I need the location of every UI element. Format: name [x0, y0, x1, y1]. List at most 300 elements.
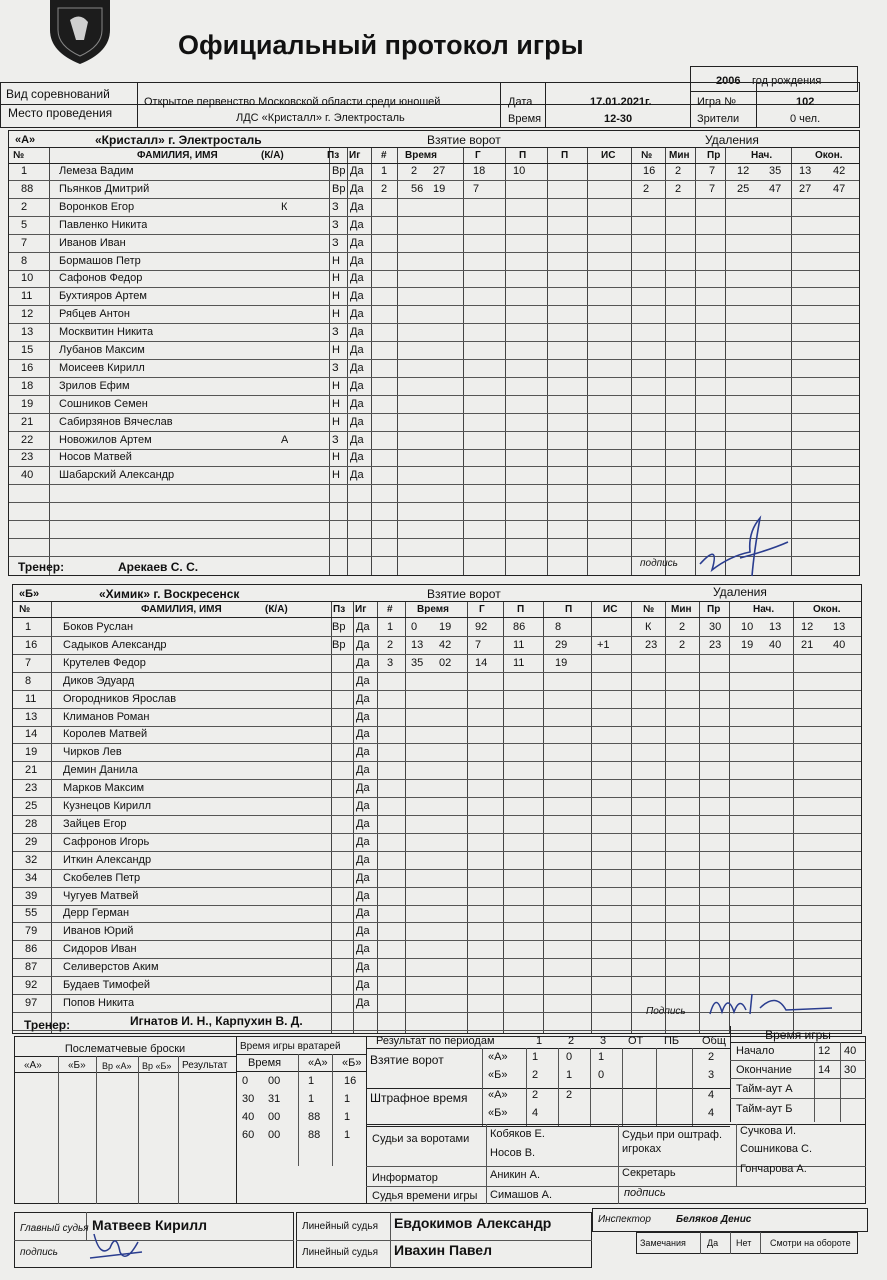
player-position: Н — [332, 397, 340, 410]
player-name: Боков Руслан — [63, 621, 134, 633]
player-position: Н — [332, 254, 340, 267]
date-value: 17.01.2021г. — [590, 96, 652, 108]
goal-assist-1: 86 — [513, 621, 526, 633]
goal-assist-2: 8 — [555, 621, 562, 633]
period-score: 1 — [566, 1069, 573, 1081]
player-name: Носов Матвей — [59, 451, 132, 464]
team-b-table — [12, 584, 862, 1034]
table-row — [9, 396, 859, 414]
col-header-no: № — [13, 150, 25, 161]
player-number: 29 — [25, 835, 38, 848]
player-name: Зрилов Ефим — [59, 379, 130, 392]
player-number: 5 — [21, 218, 28, 231]
team-b-penalties-title: Удаления — [713, 585, 767, 599]
table-row — [9, 449, 859, 467]
period-score: 2 — [532, 1069, 539, 1081]
goalie-time-a: 1 — [308, 1075, 315, 1087]
penalty-start-sec: 40 — [769, 638, 782, 651]
goalie-time-a: 88 — [308, 1111, 321, 1123]
player-played: Да — [350, 254, 364, 267]
player-number: 10 — [21, 272, 34, 285]
player-number: 79 — [25, 925, 38, 938]
head-referee-label: Главный судья — [20, 1223, 89, 1234]
venue-label: Место проведения — [8, 106, 113, 120]
table-row — [13, 941, 861, 959]
line-referee-2-label: Линейный судья — [302, 1247, 379, 1258]
head-referee-signature — [86, 1228, 146, 1268]
penalty-minutes: 2 — [675, 182, 682, 195]
team-a-coach: Арекаев С. С. — [118, 560, 199, 574]
player-position: Вр — [332, 621, 346, 633]
player-number: 25 — [25, 800, 38, 812]
see-back-label: Смотри на обороте — [770, 1238, 851, 1248]
period-team-tag: «Б» — [488, 1069, 508, 1081]
page-title: Официальный протокол игры — [178, 30, 584, 60]
player-played: Да — [356, 782, 370, 795]
penalty-player: 2 — [643, 182, 650, 195]
remarks-yes[interactable]: Да — [707, 1238, 719, 1248]
player-played: Да — [350, 379, 364, 392]
player-number: 11 — [21, 290, 33, 303]
player-number: 23 — [25, 782, 38, 795]
head-referee-sign-label: подпись — [20, 1247, 58, 1258]
remarks-no[interactable]: Нет — [736, 1238, 752, 1248]
goals-label: Взятие ворот — [370, 1053, 444, 1067]
table-row — [13, 888, 861, 906]
player-number: 7 — [21, 236, 28, 249]
game-end-hour: 14 — [818, 1064, 831, 1076]
penalty-end-min: 12 — [801, 621, 814, 633]
team-b-sign-label: Подпись — [646, 1006, 686, 1017]
player-number: 21 — [25, 764, 38, 777]
player-number: 1 — [21, 165, 28, 177]
player-position: З — [332, 218, 339, 231]
player-played: Да — [350, 165, 364, 177]
table-row — [13, 655, 861, 673]
player-played: Да — [356, 746, 370, 759]
player-number: 28 — [25, 817, 38, 830]
penalty-player: К — [645, 621, 652, 633]
game-no-value: 102 — [796, 96, 815, 108]
goal-scorer: 92 — [475, 621, 488, 633]
player-name: Иванов Юрий — [63, 925, 134, 938]
goalie-time-s: 00 — [268, 1111, 281, 1123]
judges-table — [366, 1124, 866, 1204]
player-name: Сафронов Игорь — [63, 835, 150, 848]
player-played: Да — [350, 361, 364, 374]
player-played: Да — [350, 200, 364, 213]
table-row — [9, 181, 859, 199]
team-b-goals-title: Взятие ворот — [427, 587, 501, 601]
table-row — [9, 360, 859, 378]
player-name: Садыков Александр — [63, 638, 167, 651]
team-a-coach-label: Тренер: — [18, 560, 65, 574]
shootout-table — [14, 1036, 236, 1204]
team-a-goals-title: Взятие ворот — [427, 133, 501, 147]
inspector-label: Инспектор — [598, 1214, 651, 1225]
table-row — [9, 306, 859, 324]
col-header-p: П — [561, 150, 569, 161]
goal-minute: 56 — [411, 182, 424, 195]
goalie-time-b: 1 — [344, 1129, 351, 1141]
shootout-title: Послематчевые броски — [64, 1043, 186, 1055]
player-number: 23 — [21, 451, 34, 464]
player-number: 8 — [25, 674, 32, 687]
shootout-col-gk-b: Вр «Б» — [142, 1061, 172, 1071]
table-row — [9, 217, 859, 235]
birth-year-label: год рождения — [752, 75, 822, 87]
player-played: Да — [356, 817, 370, 830]
informer-label: Информатор — [372, 1172, 438, 1184]
team-b-name: «Химик» г. Воскресенск — [99, 587, 240, 601]
player-name: Попов Никита — [63, 996, 135, 1009]
player-played: Да — [350, 433, 364, 446]
col-header-time: Время — [417, 604, 449, 615]
player-position: Н — [332, 379, 340, 392]
venue-value: ЛДС «Кристалл» г. Электросталь — [236, 112, 405, 124]
secretary-value: Гончарова А. — [740, 1163, 807, 1175]
time-value: 12-30 — [604, 113, 633, 125]
penalty-start-sec: 13 — [769, 621, 782, 633]
player-position: З — [332, 433, 339, 446]
player-played: Да — [350, 469, 364, 482]
player-number: 87 — [25, 961, 38, 974]
player-played: Да — [356, 764, 370, 777]
player-name: Новожилов Артем — [59, 433, 152, 446]
table-row — [9, 253, 859, 271]
goalie-time-m: 40 — [242, 1111, 255, 1123]
player-number: 14 — [25, 728, 38, 741]
shootout-col-a: «А» — [24, 1060, 42, 1071]
player-role: А — [281, 433, 289, 446]
player-played: Да — [356, 907, 370, 920]
goal-scorer: 14 — [475, 656, 488, 669]
period-total: 2 — [708, 1051, 715, 1063]
goalie-time-m: 0 — [242, 1075, 249, 1087]
game-start-hour: 12 — [818, 1045, 831, 1057]
player-played: Да — [356, 871, 370, 884]
game-start-label: Начало — [736, 1045, 775, 1057]
periods-table — [366, 1036, 730, 1126]
penalty-end-sec: 40 — [833, 638, 846, 651]
head-referee-name: Матвеев Кирилл — [92, 1217, 208, 1233]
col-header-name: ФАМИЛИЯ, ИМЯ — [137, 150, 218, 161]
goal-scorer: 7 — [475, 638, 482, 651]
period-total: 4 — [708, 1089, 715, 1101]
table-row — [9, 163, 859, 181]
player-position: Вр — [332, 182, 346, 195]
table-row — [9, 235, 859, 253]
pim-label: Штрафное время — [370, 1091, 468, 1105]
player-number: 32 — [25, 853, 38, 866]
goal-minute: 35 — [411, 656, 424, 669]
player-number: 40 — [21, 469, 34, 482]
period-score: 2 — [532, 1089, 539, 1101]
player-name: Чирков Лев — [63, 746, 122, 759]
goal-strength: +1 — [597, 638, 610, 651]
table-row — [9, 342, 859, 360]
table-row — [13, 762, 861, 780]
table-row — [13, 726, 861, 744]
goal-second: 19 — [433, 182, 446, 195]
goalie-col-a: «А» — [308, 1057, 328, 1069]
player-played: Да — [356, 692, 370, 705]
player-played: Да — [356, 621, 370, 633]
penalty-box-label: Судьи при оштраф. игроках — [622, 1129, 723, 1155]
period-total: 4 — [708, 1107, 715, 1119]
goal-number: 3 — [387, 656, 394, 669]
player-number: 18 — [21, 379, 34, 392]
player-number: 16 — [21, 361, 34, 374]
table-row — [13, 744, 861, 762]
line-referee-1-name: Евдокимов Александр — [394, 1215, 552, 1231]
timeout-a-label: Тайм-аут А — [736, 1083, 793, 1095]
penalty-reason: 30 — [709, 621, 722, 633]
goal-second: 19 — [439, 621, 452, 633]
col-header-pr: Пр — [707, 150, 721, 161]
player-number: 13 — [21, 326, 34, 339]
player-name: Сабирзянов Вячеслав — [59, 415, 173, 428]
player-position: Н — [332, 469, 340, 482]
player-position: З — [332, 200, 339, 213]
player-name: Иткин Александр — [63, 853, 152, 866]
table-row — [13, 780, 861, 798]
col-header-is: ИС — [603, 604, 618, 615]
col-header-pz: Пз — [327, 150, 340, 161]
player-position: Н — [332, 290, 340, 303]
player-name: Пьянков Дмитрий — [59, 182, 150, 195]
date-label: Дата — [508, 96, 533, 108]
col-header-end: Окон. — [815, 150, 843, 161]
spectators-label: Зрители — [697, 113, 740, 125]
player-role: К — [281, 200, 288, 213]
team-a-sign-label: подпись — [640, 558, 678, 569]
player-number: 21 — [21, 415, 34, 428]
player-number: 19 — [25, 746, 38, 759]
penalty-start-min: 19 — [741, 638, 754, 651]
player-name: Шабарский Александр — [59, 469, 175, 482]
player-position: Н — [332, 415, 340, 428]
table-row — [9, 288, 859, 306]
goalie-time-s: 31 — [268, 1093, 281, 1105]
table-row — [13, 870, 861, 888]
player-name: Скобелев Петр — [63, 871, 141, 884]
penalty-end-sec: 47 — [833, 182, 846, 195]
spectators-value: 0 чел. — [790, 113, 821, 125]
goal-number: 2 — [381, 182, 388, 195]
col-header-g: Г — [475, 150, 481, 161]
col-header-min: Мин — [671, 604, 692, 615]
player-number: 34 — [25, 871, 38, 884]
penalty-start-min: 25 — [737, 182, 750, 195]
table-row — [13, 673, 861, 691]
player-name: Селиверстов Аким — [63, 961, 159, 974]
penalty-end-min: 13 — [799, 165, 812, 177]
col-header-start: Нач. — [753, 604, 775, 615]
penalty-end-min: 27 — [799, 182, 812, 195]
player-name: Бухтияров Артем — [59, 290, 147, 303]
player-played: Да — [350, 415, 364, 428]
player-played: Да — [350, 451, 364, 464]
game-end-min: 30 — [844, 1064, 857, 1076]
player-name: Диков Эдуард — [63, 674, 135, 687]
goalie-time-m: 30 — [242, 1093, 255, 1105]
player-position: Вр — [332, 638, 346, 651]
col-header-end: Окон. — [813, 604, 841, 615]
goalie-time-b: 16 — [344, 1075, 357, 1087]
competition-value: Открытое первенство Московской области среди юношей — [144, 96, 441, 108]
col-header-hash: # — [381, 150, 387, 161]
table-row — [13, 619, 861, 637]
goal-minute: 0 — [411, 621, 418, 633]
player-name: Зайцев Егор — [63, 817, 127, 830]
goal-second: 27 — [433, 165, 446, 177]
col-header-pr: Пр — [707, 604, 721, 615]
player-name: Сидоров Иван — [63, 943, 137, 956]
player-position: Н — [332, 272, 340, 285]
player-name: Демин Данила — [63, 764, 138, 777]
player-name: Лубанов Максим — [59, 344, 145, 356]
col-header-is: ИС — [601, 150, 616, 161]
player-number: 86 — [25, 943, 38, 956]
line-referee-1-label: Линейный судья — [302, 1221, 379, 1232]
period-total: 3 — [708, 1069, 715, 1081]
goal-assist-1: 11 — [513, 656, 525, 669]
player-name: Моисеев Кирилл — [59, 361, 145, 374]
penalty-end-sec: 42 — [833, 165, 846, 177]
penalty-start-sec: 47 — [769, 182, 782, 195]
player-number: 7 — [25, 656, 32, 669]
player-played: Да — [356, 996, 370, 1009]
competition-label: Вид соревнований — [6, 87, 110, 101]
player-position: З — [332, 361, 339, 374]
team-b-coach-label: Тренер: — [24, 1018, 71, 1032]
col-header-start: Нач. — [751, 150, 773, 161]
col-header-no: № — [19, 604, 31, 615]
team-b-signature — [706, 988, 836, 1022]
col-header-pz: Пз — [333, 604, 346, 615]
player-name: Лемеза Вадим — [59, 165, 134, 177]
timekeeper-sign-label: подпись — [624, 1187, 666, 1199]
secretary-label: Секретарь — [622, 1167, 676, 1179]
penalty-player: 23 — [645, 638, 658, 651]
goal-assist-1: 10 — [513, 165, 526, 177]
col-header-no: № — [641, 150, 653, 161]
table-row — [13, 905, 861, 923]
col-header-p: П — [519, 150, 527, 161]
player-played: Да — [350, 344, 364, 356]
player-name: Крутелев Федор — [63, 656, 146, 669]
shootout-col-result: Результат — [182, 1060, 228, 1071]
player-played: Да — [356, 800, 370, 812]
shootout-col-gk-a: Вр «А» — [102, 1061, 132, 1071]
player-name: Чугуев Матвей — [63, 889, 139, 902]
player-number: 1 — [25, 621, 32, 633]
timekeeper-label: Судья времени игры — [372, 1190, 478, 1202]
game-time-table — [730, 1026, 866, 1122]
penalty-reason: 23 — [709, 638, 722, 651]
goal-minute: 2 — [411, 165, 418, 177]
penalty-start-sec: 35 — [769, 165, 782, 177]
game-no-label: Игра № — [697, 96, 737, 108]
table-row — [9, 270, 859, 288]
goal-judges-label: Судьи за воротами — [372, 1133, 470, 1145]
player-number: 55 — [25, 907, 38, 920]
player-name: Павленко Никита — [59, 218, 148, 231]
line-referee-2-name: Ивахин Павел — [394, 1242, 492, 1258]
player-played: Да — [356, 638, 370, 651]
team-a-penalties-title: Удаления — [705, 133, 759, 147]
player-played: Да — [356, 728, 370, 741]
birth-year: 2006 — [716, 75, 741, 87]
player-name: Иванов Иван — [59, 236, 126, 249]
period-col-header: 3 — [600, 1035, 607, 1047]
col-header-time: Время — [405, 150, 437, 161]
timeout-b-label: Тайм-аут Б — [736, 1103, 793, 1115]
goal-second: 42 — [439, 638, 452, 651]
player-played: Да — [350, 290, 364, 303]
col-header-p: П — [517, 604, 525, 615]
player-number: 11 — [25, 692, 37, 705]
goal-number: 1 — [387, 621, 394, 633]
table-row — [13, 691, 861, 709]
period-team-tag: «А» — [488, 1051, 508, 1063]
time-label: Время — [508, 113, 542, 125]
team-a-signature — [690, 512, 800, 582]
goal-assist-1: 11 — [513, 638, 525, 651]
game-time-title: Время игры — [765, 1028, 831, 1042]
penalty-judge-1: Сучкова И. — [740, 1125, 797, 1137]
table-row — [13, 834, 861, 852]
player-played: Да — [356, 961, 370, 974]
goalie-time-b: 1 — [344, 1093, 351, 1105]
table-row — [13, 852, 861, 870]
col-header-hash: # — [387, 604, 393, 615]
player-played: Да — [356, 710, 370, 723]
player-played: Да — [350, 272, 364, 285]
period-score: 4 — [532, 1107, 539, 1119]
goalie-time-m: 60 — [242, 1129, 255, 1141]
table-row — [9, 485, 859, 503]
player-position: Вр — [332, 165, 346, 177]
col-header-ig: Иг — [349, 150, 361, 161]
goal-scorer: 7 — [473, 182, 480, 195]
player-name: Москвитин Никита — [59, 326, 154, 339]
goal-judge-1: Кобяков Е. — [490, 1128, 545, 1140]
player-played: Да — [356, 889, 370, 902]
goalie-time-s: 00 — [268, 1075, 281, 1087]
period-col-header: ОТ — [628, 1035, 644, 1047]
col-header-no: № — [643, 604, 655, 615]
player-number: 97 — [25, 996, 38, 1009]
goal-second: 02 — [439, 656, 452, 669]
player-number: 8 — [21, 254, 28, 267]
periods-title: Результат по периодам — [376, 1035, 495, 1047]
goalie-time-title: Время игры вратарей — [240, 1041, 341, 1052]
col-header-p: П — [565, 604, 573, 615]
penalty-reason: 7 — [709, 182, 716, 195]
player-played: Да — [356, 943, 370, 956]
goalie-time-s: 00 — [268, 1129, 281, 1141]
period-team-tag: «А» — [488, 1089, 508, 1101]
team-b-coach: Игнатов И. Н., Карпухин В. Д. — [130, 1014, 303, 1028]
col-header-ka: (К/А) — [265, 604, 288, 615]
penalty-judge-2: Сошникова С. — [740, 1143, 813, 1155]
player-played: Да — [350, 326, 364, 339]
penalty-start-min: 10 — [741, 621, 754, 633]
player-number: 88 — [21, 182, 34, 195]
player-number: 13 — [25, 710, 38, 723]
